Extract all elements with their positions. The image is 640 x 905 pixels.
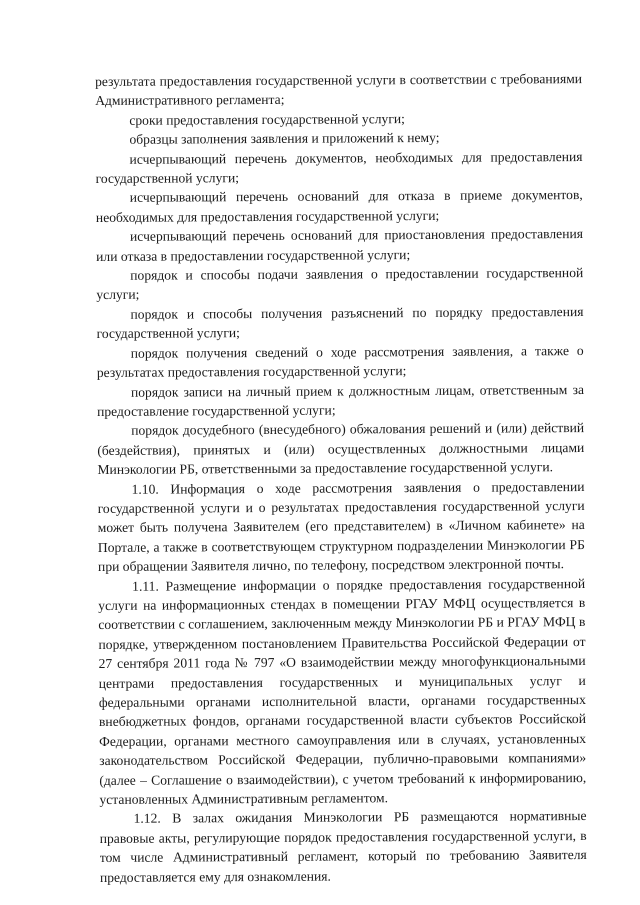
paragraph-1-10: 1.10. Информация о ходе рассмотрения заявления о предоставлении государственной услуги и о результатах предоставления государственной услуги может быть получена Заявителем (его представителем) в «Личном кабинете» на Портале, а также в соответствующем структурном подразделении Минэкологии РБ при обращении Заявителя лично, по телефону, посредством электронной почты. [97, 478, 585, 575]
document-body [95, 69, 587, 887]
paragraph-1-11: 1.11. Размещение информации о порядке предоставления государственной услуги на информационных стендах в помещении РГАУ МФЦ осуществляется в соответствии с соглашением, заключенным между Минэкологии РБ и РГАУ МФЦ в порядке, утвержденном постановлением Правительства Российской Федерации от 27 сентября 2011 года № 797 «О взаимодействии между многофункциональными центрами предоставления государственных и муниципальных услуг и федеральными органами исполнительной власти, органами государственных внебюджетных фондов, органами государственной власти субъектов Российской Федерации, органами местного самоуправления или в случаях, установленных законодательством Российской Федерации, публично-правовыми компаниями» (далее – Соглашение о взаимодействии), с учетом требований к информированию, установленных Административным регламентом. [98, 575, 587, 808]
paragraph-result-requirements: результата предоставления государственной услуги в соответствии с требованиями Административного регламента; [95, 71, 583, 109]
paragraph-1-12: 1.12. В залах ожидания Минэкологии РБ размещаются нормативные правовые акты, регулирующие порядок предоставления государственной услуги, в том числе Административный регламент, который по требованию Заявителя предоставляется ему для ознакомления. [99, 808, 587, 885]
paragraph-required-documents: исчерпывающий перечень документов, необходимых для предоставления государственной услуги; [95, 148, 583, 187]
paragraph-application-methods: порядок и способы подачи заявления о предоставлении государственной услуги; [96, 265, 584, 303]
paragraph-clarifications: порядок и способы получения разъяснений по порядку предоставления государственной услуги; [96, 303, 584, 342]
paragraph-service-terms: сроки предоставления государственной услуги; [129, 110, 405, 128]
paragraph-progress-info: порядок получения сведений о ходе рассмотрения заявления, а также о результатах предоставления государственной услуги; [96, 342, 584, 381]
paragraph-suspension-grounds: исчерпывающий перечень оснований для приостановления предоставления или отказа в предоставлении государственной услуги; [96, 226, 584, 264]
paragraph-appeal-procedure: порядок досудебного (внесудебного) обжалования решений и (или) действий (бездействия), принятых и (или) осуществленных должностными лицами Минэкологии РБ, ответственными за предоставление государственной услуги. [97, 420, 585, 478]
paragraph-refusal-grounds: исчерпывающий перечень оснований для отказа в приеме документов, необходимых для предоставления государственной услуги; [95, 187, 583, 225]
paragraph-personal-appointment: порядок записи на личный прием к должностным лицам, ответственным за предоставление государственной услуги; [97, 381, 584, 419]
paragraph-form-samples: образцы заполнения заявления и приложений к нему; [129, 130, 440, 148]
